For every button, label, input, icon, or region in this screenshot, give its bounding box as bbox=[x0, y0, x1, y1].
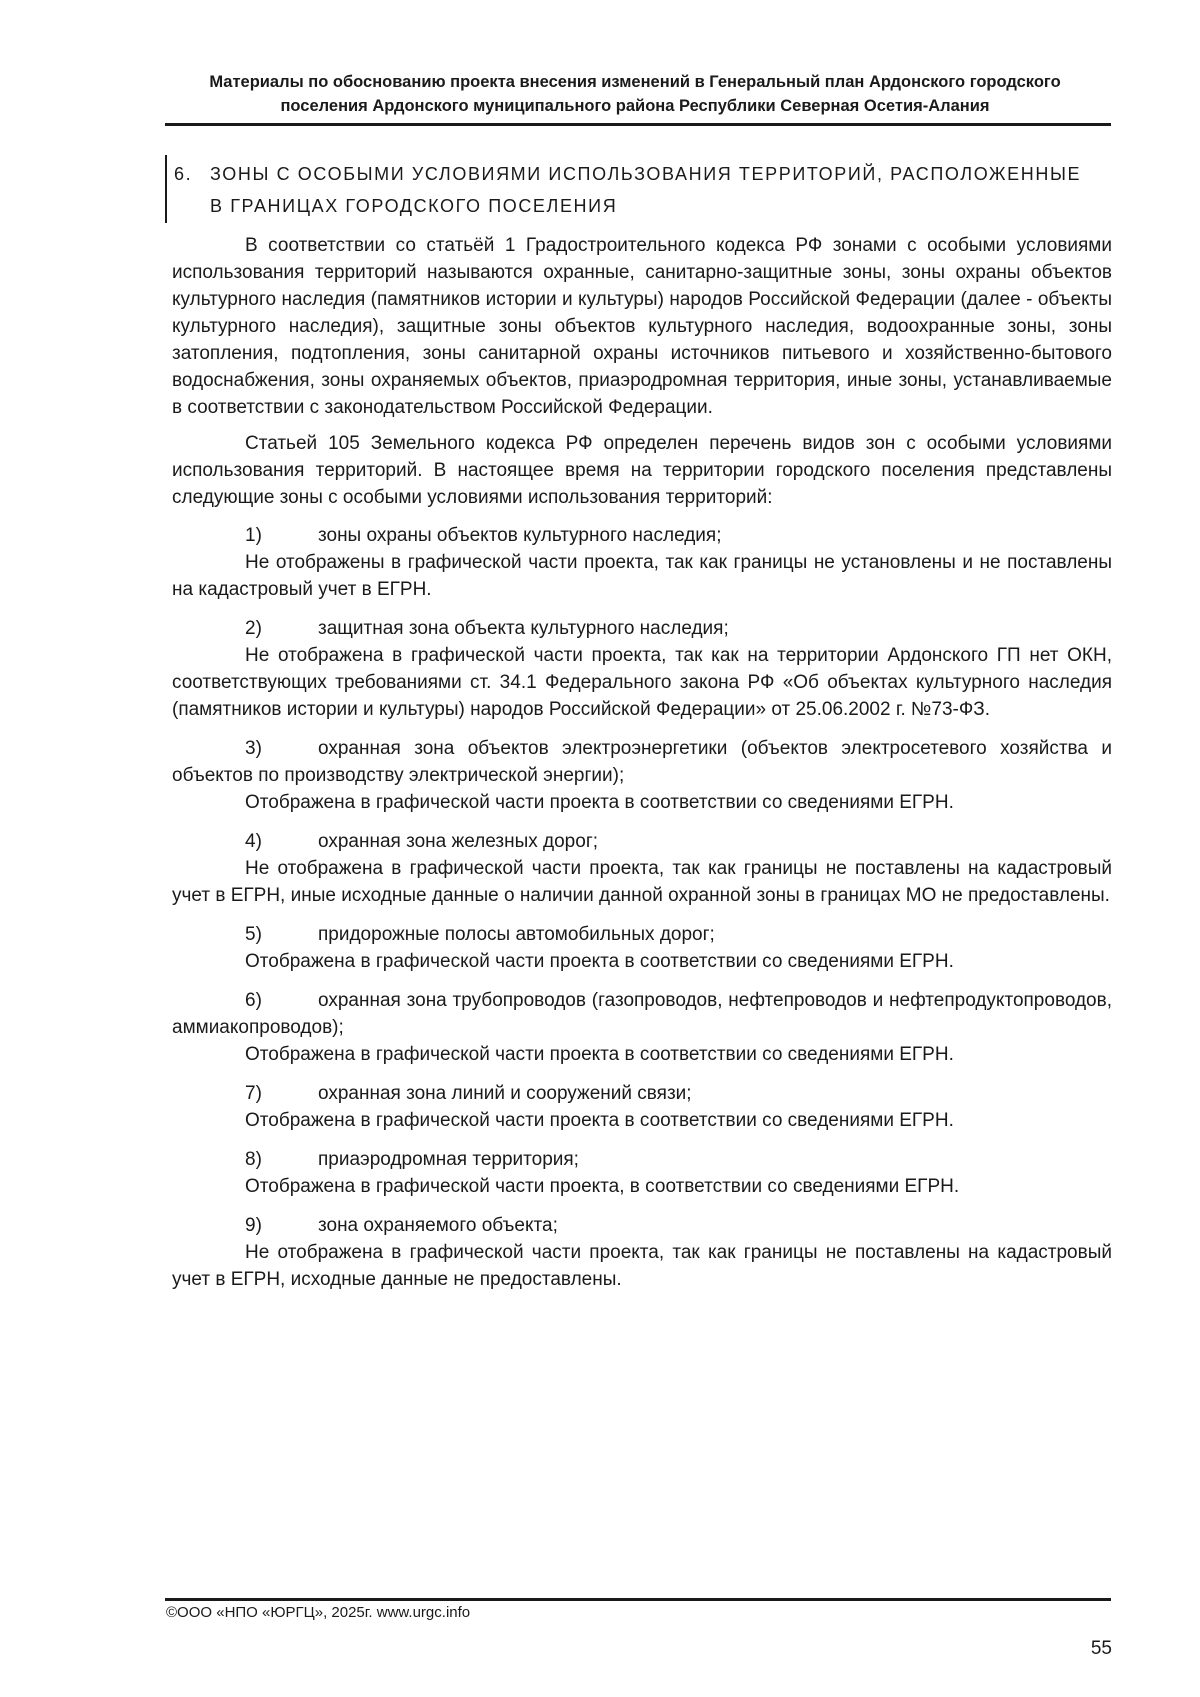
header-line-1: Материалы по обоснованию проекта внесения изменений в Генеральный план Ардонского городского bbox=[209, 73, 1061, 91]
list-item bbox=[172, 1080, 1112, 1107]
section-heading bbox=[165, 155, 1111, 223]
list-item-note: Не отображена в графической части проекта, так как на территории Ардонского ГП нет ОКН, соответствующих требованиями ст. 34.1 Федерального закона РФ «Об объектах культурного наследия (памятников истории и культуры) народов Российской Федерации» от 25.06.2002 г. №73-ФЗ. bbox=[172, 645, 1112, 720]
list-item bbox=[172, 921, 1112, 948]
list-item-name: защитная зона объекта культурного наследия; bbox=[318, 618, 729, 639]
list-item-note: Не отображена в графической части проекта, так как границы не поставлены на кадастровый учет в ЕГРН, исходные данные не предоставлены. bbox=[172, 1242, 1112, 1290]
header-line-2: поселения Ардонского муниципального района Республики Северная Осетия-Алания bbox=[280, 97, 990, 115]
list-item-number: 4) bbox=[245, 831, 262, 852]
section-title-line-2: В ГРАНИЦАХ ГОРОДСКОГО ПОСЕЛЕНИЯ bbox=[210, 196, 618, 216]
list-item-note: Отображена в графической части проекта в соответствии со сведениями ЕГРН. bbox=[245, 792, 954, 813]
list-item-number: 5) bbox=[245, 924, 262, 945]
list-item-note: Отображена в графической части проекта в соответствии со сведениями ЕГРН. bbox=[245, 1044, 954, 1065]
section-heading-bar bbox=[165, 155, 167, 223]
list-item bbox=[172, 735, 1112, 789]
page-number: 55 bbox=[1090, 1638, 1112, 1659]
list-item-name: придорожные полосы автомобильных дорог; bbox=[318, 924, 715, 945]
list-item bbox=[172, 1146, 1112, 1173]
list-item-note: Не отображена в графической части проекта, так как границы не поставлены на кадастровый учет в ЕГРН, иные исходные данные о наличии данной охранной зоны в границах МО не предоставлены. bbox=[172, 858, 1112, 906]
list-item-number: 2) bbox=[245, 618, 262, 639]
section-title-line-1: ЗОНЫ С ОСОБЫМИ УСЛОВИЯМИ ИСПОЛЬЗОВАНИЯ ТЕРРИТОРИЙ, РАСПОЛОЖЕННЫЕ bbox=[210, 164, 1082, 184]
footer-divider bbox=[165, 1598, 1111, 1601]
list-item-note: Отображена в графической части проекта в соответствии со сведениями ЕГРН. bbox=[245, 951, 954, 972]
list-item bbox=[172, 987, 1112, 1041]
list-item-name: охранная зона трубопроводов (газопроводов, нефтепроводов и нефтепродуктопроводов, аммиакопроводов); bbox=[172, 990, 1112, 1038]
list-item-number: 1) bbox=[245, 525, 262, 546]
section-number: 6. bbox=[174, 164, 193, 184]
list-item-number: 9) bbox=[245, 1215, 262, 1236]
running-header bbox=[165, 70, 1105, 118]
list-item-name: зона охраняемого объекта; bbox=[318, 1215, 558, 1236]
list-item-name: приаэродромная территория; bbox=[318, 1149, 579, 1170]
section-heading-text bbox=[174, 158, 1110, 222]
paragraph-definition: В соответствии со статьёй 1 Градостроительного кодекса РФ зонами с особыми условиями использования территорий называются охранные, санитарно-защитные зоны, зоны охраны объектов культурного наследия (памятников истории и культуры) народов Российской Федерации (далее - объекты культурного наследия), защитные зоны объектов культурного наследия, водоохранные зоны, зоны затопления, подтопления, зоны санитарной охраны источников питьевого и хозяйственно-бытового водоснабжения, зоны охраняемых объектов, приаэродромная территория, иные зоны, устанавливаемые в соответствии с законодательством Российской Федерации. bbox=[172, 235, 1112, 418]
list-item-number: 6) bbox=[245, 990, 262, 1011]
document-body bbox=[172, 232, 1112, 1293]
list-item-name: зоны охраны объектов культурного наследия; bbox=[318, 525, 722, 546]
list-item bbox=[172, 1212, 1112, 1239]
list-item-note: Отображена в графической части проекта, в соответствии со сведениями ЕГРН. bbox=[245, 1176, 960, 1197]
paragraph-list-intro: Статьей 105 Земельного кодекса РФ определен перечень видов зон с особыми условиями использования территорий. В настоящее время на территории городского поселения представлены следующие зоны с особыми условиями использования территорий: bbox=[172, 433, 1112, 508]
footer-copyright: ©ООО «НПО «ЮРГЦ», 2025г. www.urgc.info bbox=[166, 1604, 471, 1621]
list-item bbox=[172, 615, 1112, 642]
list-item-number: 7) bbox=[245, 1083, 262, 1104]
list-item bbox=[172, 828, 1112, 855]
list-item-name: охранная зона железных дорог; bbox=[318, 831, 599, 852]
list-item-number: 8) bbox=[245, 1149, 262, 1170]
list-item-name: охранная зона линий и сооружений связи; bbox=[318, 1083, 692, 1104]
list-item-number: 3) bbox=[245, 738, 262, 759]
list-item-note: Не отображены в графической части проекта, так как границы не установлены и не поставлены на кадастровый учет в ЕГРН. bbox=[172, 552, 1112, 600]
header-divider bbox=[165, 123, 1111, 126]
list-item-note: Отображена в графической части проекта в соответствии со сведениями ЕГРН. bbox=[245, 1110, 954, 1131]
list-item-name: охранная зона объектов электроэнергетики (объектов электросетевого хозяйства и объектов по производству электрической энергии); bbox=[172, 738, 1112, 786]
list-item bbox=[172, 522, 1112, 549]
